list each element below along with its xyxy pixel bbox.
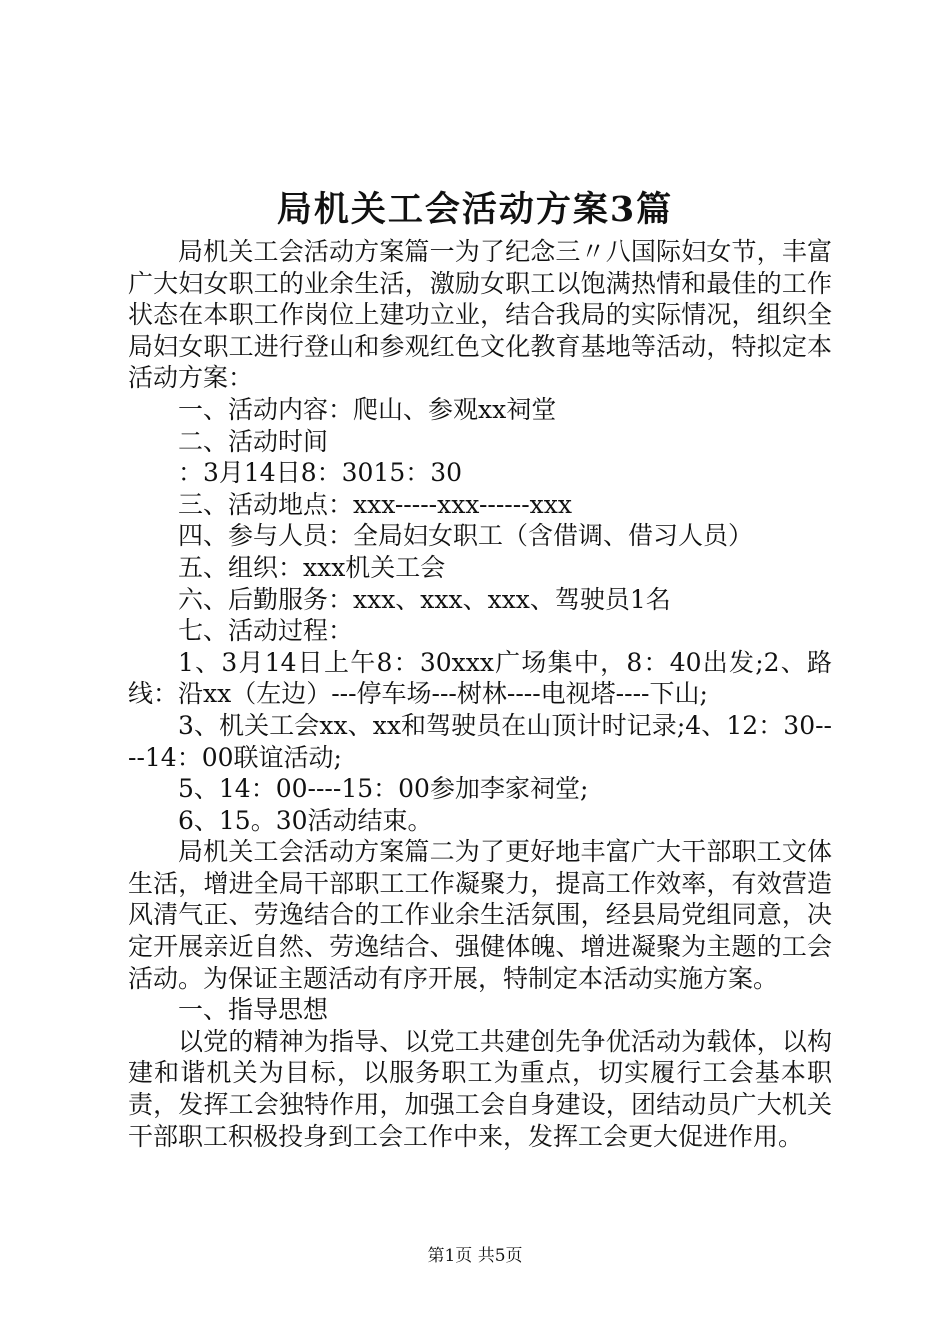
paragraph-process-step-5: 5、14：00----15：00参加李家祠堂;	[178, 774, 589, 804]
paragraph-logistics: 六、后勤服务：xxx、xxx、xxx、驾驶员1名	[178, 584, 671, 614]
document-title: 局机关工会活动方案3篇	[276, 189, 674, 230]
paragraph-intro-plan-two: 局机关工会活动方案篇二为了更好地丰富广大干部职工文体生活，增进全局干部职工工作凝聚力，提高工作效率，有效营造风清气正、劳逸结合的工作业余生活氛围，经县局党组同意，决定开展亲近自然、劳逸结合、强健体魄、增进凝聚为主题的工会活动。为保证主题活动有序开展，特制定本活动实施方案。	[128, 837, 832, 993]
paragraph-activity-location: 三、活动地点：xxx-----xxx------xxx	[178, 489, 572, 519]
paragraph-activity-content: 一、活动内容：爬山、参观xx祠堂	[178, 394, 557, 424]
paragraph-organizer: 五、组织：xxx机关工会	[178, 552, 446, 582]
paragraph-process-step-1-2: 1、3月14日上午8：30xxx广场集中，8：40出发;2、路线：沿xx（左边）---停车场---树林----电视塔----下山;	[128, 647, 832, 709]
paragraph-participants: 四、参与人员：全局妇女职工（含借调、借习人员）	[178, 521, 754, 551]
paragraph-process-step-6: 6、15。30活动结束。	[178, 805, 433, 835]
paragraph-process-heading: 七、活动过程：	[178, 616, 354, 646]
document-body	[128, 236, 832, 1152]
paragraph-guiding-thought-heading: 一、指导思想	[178, 995, 329, 1025]
paragraph-activity-time-heading: 二、活动时间	[178, 426, 329, 456]
paragraph-guiding-thought: 以党的精神为指导、以党工共建创先争优活动为载体，以构建和谐机关为目标，以服务职工为重点，切实履行工会基本职责，发挥工会独特作用，加强工会自身建设，团结动员广大机关干部职工积极投身到工会工作中来，发挥工会更大促进作用。	[128, 1026, 832, 1151]
paragraph-activity-time: ：3月14日8：3015：30	[178, 458, 463, 488]
page-footer: 第1页 共5页	[427, 1246, 523, 1266]
paragraph-intro-plan-one: 局机关工会活动方案篇一为了纪念三〃八国际妇女节，丰富广大妇女职工的业余生活，激励女职工以饱满热情和最佳的工作状态在本职工作岗位上建功立业，结合我局的实际情况，组织全局妇女职工进行登山和参观红色文化教育基地等活动，特拟定本活动方案：	[128, 237, 832, 393]
paragraph-process-step-3-4: 3、机关工会xx、xx和驾驶员在山顶计时记录;4、12：30----14：00联谊活动;	[128, 710, 832, 772]
